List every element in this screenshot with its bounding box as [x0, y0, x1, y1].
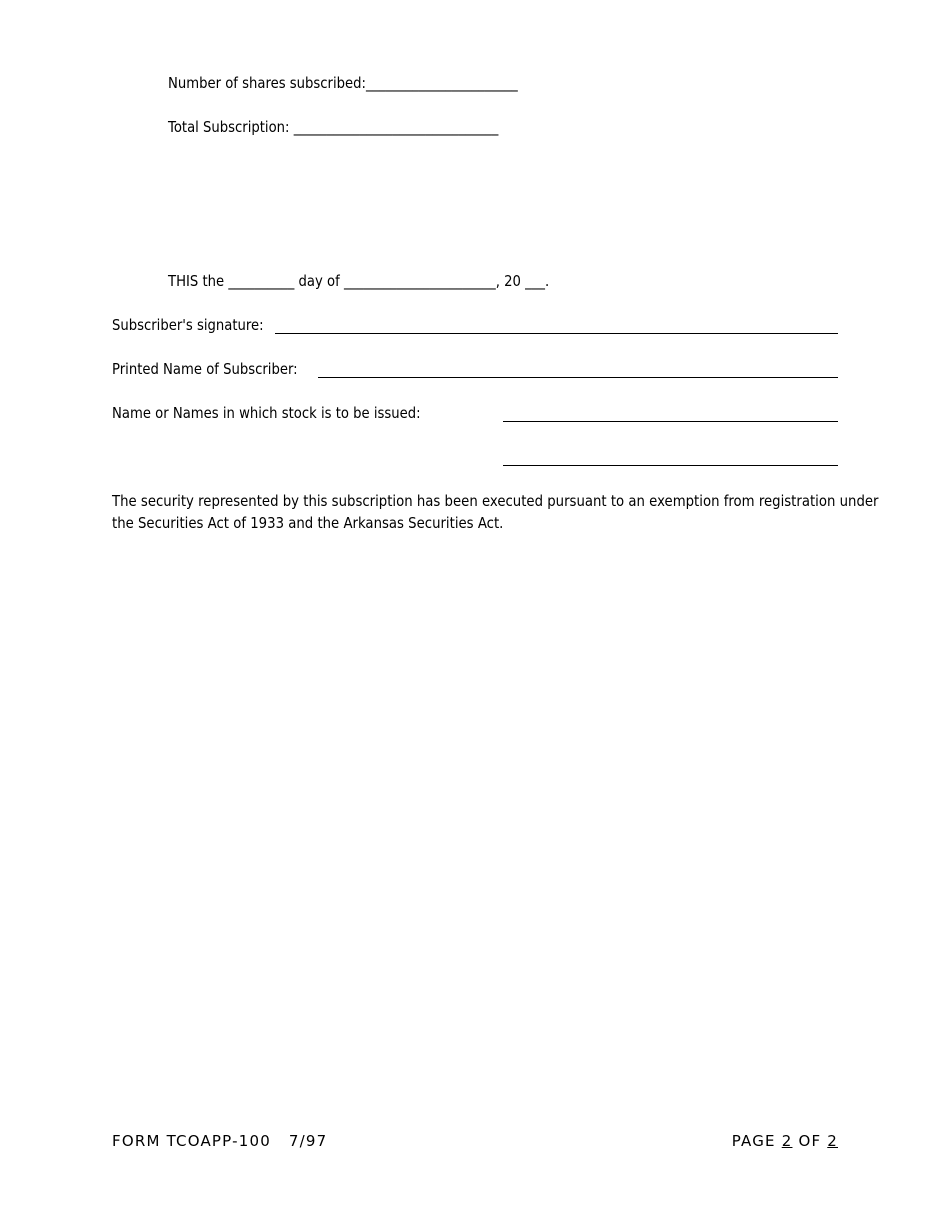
- page-total: 2: [827, 1132, 838, 1150]
- date-day-field[interactable]: __________: [228, 272, 295, 290]
- page-number: [732, 1131, 838, 1151]
- stock-names-label: Name or Names in which stock is to be issued:: [112, 404, 421, 422]
- date-this-label: THIS the: [168, 272, 225, 290]
- form-id-footer: [112, 1131, 327, 1151]
- printed-name-label: Printed Name of Subscriber:: [112, 360, 298, 378]
- page-of: OF: [798, 1132, 822, 1150]
- total-subscription-field[interactable]: _______________________________: [293, 118, 499, 136]
- date-end: .: [544, 272, 550, 290]
- date-row: [168, 271, 549, 291]
- date-year-field[interactable]: ___: [525, 272, 545, 290]
- page-current: 2: [781, 1132, 793, 1150]
- date-month-field[interactable]: _______________________: [343, 272, 496, 290]
- shares-subscribed-field[interactable]: _______________________: [365, 74, 518, 92]
- signature-label: Subscriber's signature:: [112, 316, 264, 334]
- total-subscription-label: Total Subscription:: [168, 118, 290, 136]
- total-subscription-row: [168, 117, 498, 137]
- form-date: 7/97: [288, 1132, 328, 1150]
- signature-field[interactable]: [275, 333, 838, 334]
- stock-name-field-1[interactable]: [503, 421, 838, 422]
- stock-name-field-2[interactable]: [503, 465, 838, 466]
- form-id: FORM TCOAPP-100: [112, 1132, 271, 1150]
- page-prefix: PAGE: [731, 1132, 776, 1150]
- date-day-of-label: day of: [298, 272, 340, 290]
- exemption-notice: The security represented by this subscription has been executed pursuant to an exemption from registration under the Securities Act of 1933 and the Arkansas Securities Act.: [112, 492, 879, 532]
- shares-subscribed-label: Number of shares subscribed:: [168, 74, 366, 92]
- shares-subscribed-row: [168, 73, 518, 93]
- printed-name-field[interactable]: [318, 377, 838, 378]
- date-year-prefix: , 20: [495, 272, 521, 290]
